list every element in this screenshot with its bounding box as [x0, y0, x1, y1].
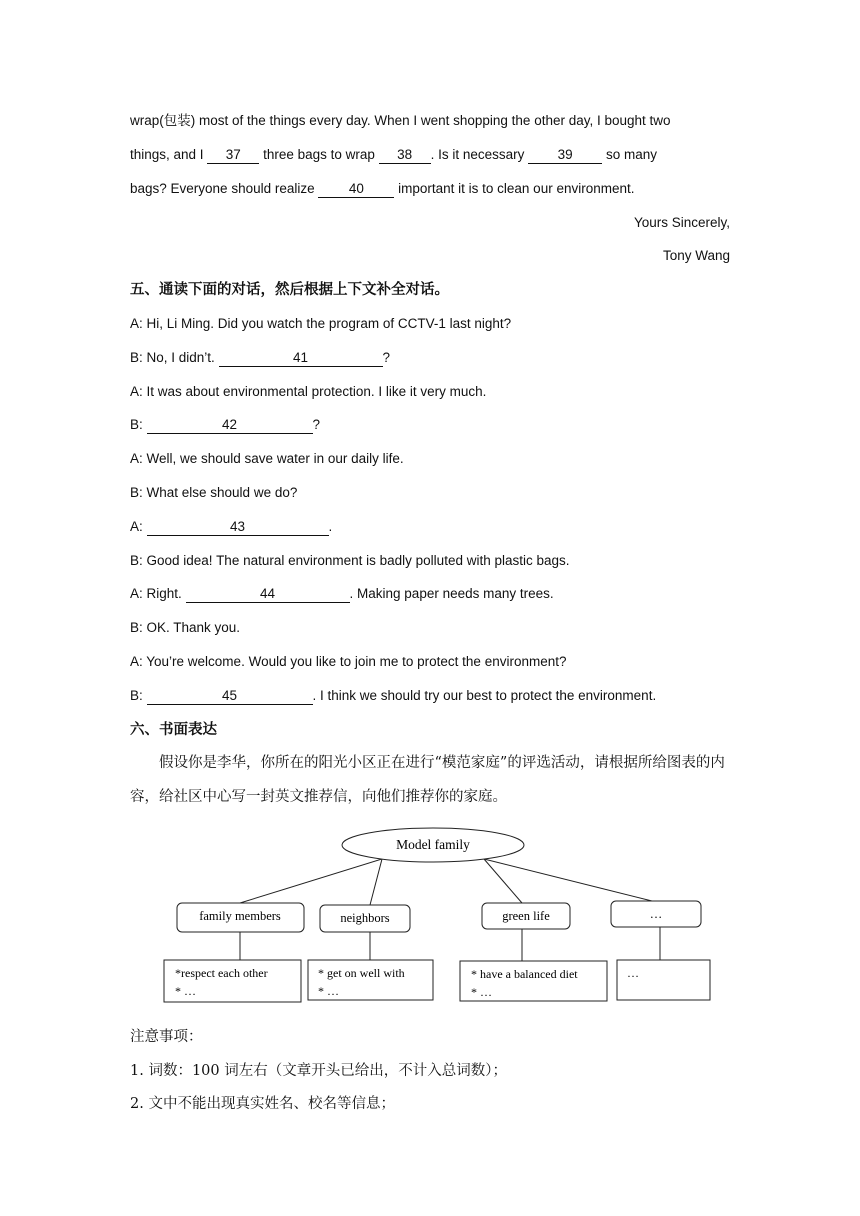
detail-other-1: … [627, 966, 639, 980]
text: . I think we should try our best to protect the environment. [312, 688, 657, 703]
section-6-heading: 六、书面表达 [130, 721, 217, 738]
text: bags? Everyone should realize [130, 181, 319, 196]
dialog-line-3: A: It was about environmental protection. I like it very much. [130, 384, 487, 399]
detail-neighbors-2: * … [318, 984, 339, 998]
blank-43[interactable]: 43 [147, 519, 329, 536]
detail-family-members-1: *respect each other [175, 966, 268, 980]
text: A: [130, 519, 147, 534]
text: ? [382, 350, 391, 365]
text: important it is to clean our environment. [394, 181, 635, 196]
letter-line-1: wrap(包装) most of the things every day. When I went shopping the other day, I bought two [130, 113, 671, 128]
branch-label-family-members: family members [199, 909, 281, 923]
text: three bags to wrap [259, 147, 379, 162]
dialog-line-10: B: OK. Thank you. [130, 620, 241, 635]
blank-41[interactable]: 41 [219, 350, 383, 367]
section-5-heading: 五、通读下面的对话，然后根据上下文补全对话。 [130, 281, 449, 298]
blank-38[interactable]: 38 [379, 147, 431, 164]
note-1: 1. 词数：100 词左右（文章开头已给出，不计入总词数）； [130, 1063, 507, 1079]
branch-label-other: … [649, 907, 663, 921]
text: B: [130, 417, 147, 432]
blank-45[interactable]: 45 [147, 688, 313, 705]
text: B: No, I didn’t. [130, 350, 219, 365]
text: ? [312, 417, 321, 432]
text: B: [130, 688, 147, 703]
writing-prompt: 假设你是李华，你所在的阳光小区正在进行“模范家庭”的评选活动，请根据所给图表的内容，给社区中心写一封英文推荐信，向他们推荐你的家庭。 [130, 755, 725, 805]
dialog-line-1: A: Hi, Li Ming. Did you watch the program of CCTV-1 last night? [130, 316, 512, 331]
branch-label-green-life: green life [502, 909, 550, 923]
text: things, and I [130, 147, 208, 162]
dialog-line-8: B: Good idea! The natural environment is badly polluted with plastic bags. [130, 553, 570, 568]
root-label: Model family [396, 837, 470, 852]
dialog-line-6: B: What else should we do? [130, 485, 298, 500]
detail-family-members-2: * … [175, 984, 196, 998]
letter-closing: Yours Sincerely, [633, 215, 730, 230]
blank-44[interactable]: 44 [186, 586, 350, 603]
dialog-line-5: A: Well, we should save water in our daily life. [130, 451, 404, 466]
blank-40[interactable]: 40 [318, 181, 394, 198]
detail-neighbors-1: * get on well with [318, 966, 405, 980]
text: . Is it necessary [430, 147, 529, 162]
text: . [328, 519, 333, 534]
detail-green-life-2: * … [471, 985, 492, 999]
blank-37[interactable]: 37 [207, 147, 259, 164]
detail-green-life-1: * have a balanced diet [471, 967, 578, 981]
note-2: 2. 文中不能出现真实姓名、校名等信息； [130, 1096, 395, 1112]
text: . Making paper needs many trees. [349, 586, 554, 601]
notes-title: 注意事项： [130, 1029, 203, 1045]
text: so many [602, 147, 657, 162]
text: A: Right. [130, 586, 186, 601]
branch-label-neighbors: neighbors [340, 911, 390, 925]
dialog-line-11: A: You’re welcome. Would you like to join me to protect the environment? [130, 654, 567, 669]
letter-signature: Tony Wang [662, 248, 730, 263]
blank-42[interactable]: 42 [147, 417, 313, 434]
blank-39[interactable]: 39 [528, 147, 602, 164]
